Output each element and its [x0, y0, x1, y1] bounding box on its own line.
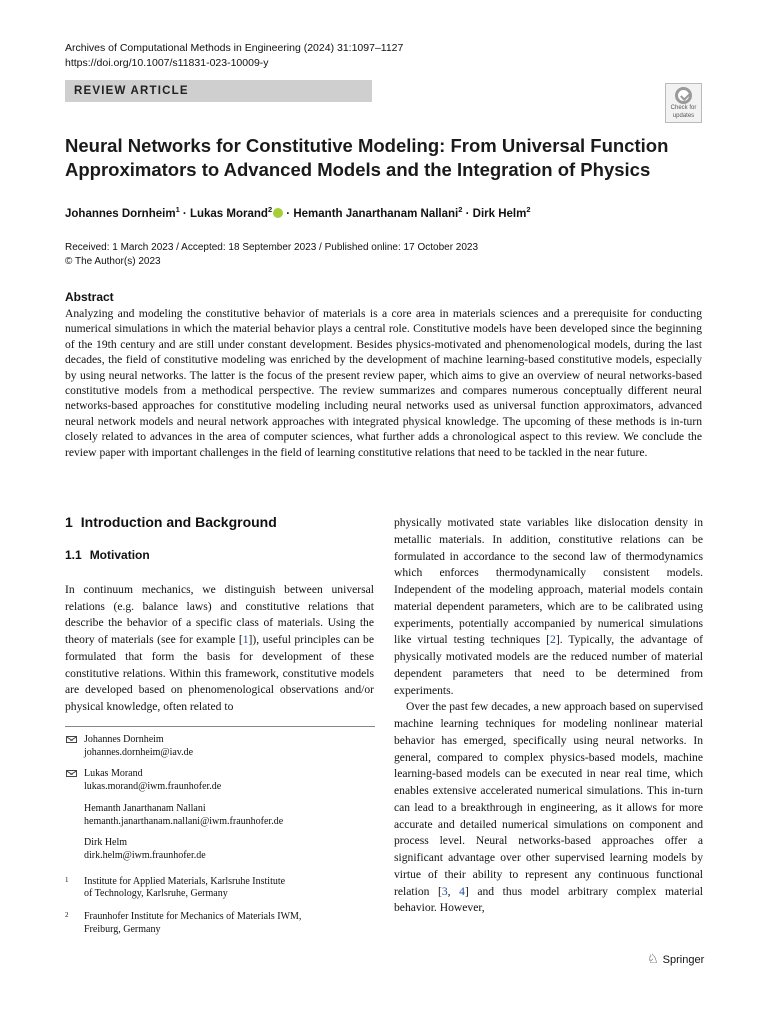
contact-email[interactable]: johannes.dornheim@iav.de [84, 746, 194, 758]
contact-name: Johannes Dornheim [84, 734, 164, 745]
author-affiliation-mark: 2 [526, 205, 531, 214]
affiliation-number: 2 [65, 911, 69, 920]
contact-entry [65, 803, 375, 828]
subsection-title: Motivation [89, 548, 150, 562]
author-name[interactable]: Dirk Helm [472, 207, 527, 220]
author-affiliation-mark: 1 [175, 205, 180, 214]
author-affiliation-mark: 2 [458, 205, 463, 214]
affiliation-entry [65, 876, 375, 901]
section-title: Introduction and Background [80, 514, 277, 530]
contact-name: Hemanth Janarthanam Nallani [84, 802, 206, 814]
check-updates-icon [675, 87, 692, 104]
contact-name: Lukas Morand [84, 768, 143, 780]
citation-link[interactable]: 1 [242, 633, 249, 647]
doi-link[interactable]: https://doi.org/10.1007/s11831-023-10009-y [65, 57, 269, 69]
author-affiliation-mark: 2 [267, 205, 273, 214]
check-updates-line1: Check for [670, 105, 697, 111]
citation-link[interactable]: 3 [441, 884, 448, 898]
contact-name: Dirk Helm [84, 837, 128, 849]
abstract-text: Analyzing and modeling the constitutive behavior of materials is a core area in materials sciences and a prerequisite for conducting numerical simulations in which the material behavior plays a central role. Constitutive models have been developed since the beginning of the 19th century and are still under constant development. Besides physics-motivated and phenomenological models, during the last decades, the field of constitutive modeling was enriched by the development of machine learning-based constitutive models, especially by using neural networks. The latter is the focus of the present review paper, which aims to give an overview of neural networks-based constitutive models from a methodical perspective. The review summarizes and compares numerous conceptually different neural networks-based approaches for constitutive modeling including neural networks used as universal function approximators, advanced neural network models and neural network approaches with integrated physical knowledge. The upcoming of these methods is in-turn closely related to advances in the area of computer sciences, what further adds a chronological aspect to this review. We conclude the review paper with important challenges in the field of learning constitutive relations that need to be tackled in the near future. [65, 307, 702, 459]
orcid-icon[interactable] [273, 208, 283, 218]
dates-line: Received: 1 March 2023 / Accepted: 18 September 2023 / Published online: 17 October 2023 [65, 242, 479, 253]
contact-email[interactable]: dirk.helm@iwm.fraunhofer.de [84, 849, 206, 861]
author-list [65, 202, 531, 222]
subsection-heading [65, 548, 150, 562]
affiliation-line: Fraunhofer Institute for Mechanics of Materials IWM, [84, 911, 302, 923]
body-paragraph [394, 699, 703, 917]
contact-entry [65, 734, 375, 759]
text-run: ]. Typically, the advantage of physically motivated models are the reduced number of material dependent parameters that need to be determined from experiments. [394, 633, 703, 697]
check-for-updates-badge[interactable] [665, 83, 702, 123]
footnote-divider [65, 726, 375, 727]
author-name[interactable]: Johannes Dornheim [65, 207, 176, 220]
paper-title: Neural Networks for Constitutive Modeling: From Universal Function Approximators to Advanced Models and the Integration of Physics [65, 135, 669, 180]
author-separator: · [283, 207, 294, 220]
section-number: 1 [65, 514, 73, 530]
text-run: , [447, 884, 460, 898]
check-updates-line2: updates [672, 112, 695, 119]
abstract-heading: Abstract [65, 290, 114, 304]
envelope-icon [66, 736, 77, 743]
contact-entry [65, 837, 375, 862]
affiliation-line: Institute for Applied Materials, Karlsruhe Institute [84, 875, 286, 887]
publication-dates [65, 241, 478, 269]
subsection-number: 1.1 [65, 548, 82, 562]
text-run: Over the past few decades, a new approach based on supervised machine learning techniques for modeling nonlinear material behavior has emerged, specifically using neural networks. In general, compared to complex physics-based models, machine learning-based models can be executed in near real time, which enables extensive accelerated numerical simulations. This in-turn can lead to a breakthrough in engineering, as it allows for more accurate and detailed numerical simulations on component and process level. Neural networks-based approaches offer a significant advantage over other supervised learning models by virtue of their ability to represent any continuous functional relation [ [394, 700, 703, 898]
affiliation-number: 1 [65, 875, 69, 884]
contact-entry [65, 768, 375, 793]
affiliation-line: of Technology, Karlsruhe, Germany [84, 888, 228, 900]
citation-link[interactable]: 4 [459, 884, 465, 898]
body-paragraph [65, 582, 374, 716]
text-run: physically motivated state variables like dislocation density in metallic materials. In addition, constitutive relations can be formulated in accordance to the second law of thermodynamics which enforces thermodynamically consistent models. Independent of the modeling approach, material models contain material dependent parameters, which are to be calibrated using experiments, potentially accompanied by numerical simulations like virtual testing techniques [ [394, 516, 703, 647]
envelope-icon [66, 770, 77, 777]
right-column-text [394, 515, 703, 917]
author-name[interactable]: Hemanth Janarthanam Nallani [293, 207, 459, 220]
text-run: ] and thus model arbitrary complex material behavior. However, [394, 884, 704, 915]
springer-horse-icon: ♘ [647, 951, 659, 966]
copyright-line: © The Author(s) 2023 [65, 256, 161, 267]
affiliation-line: Freiburg, Germany [84, 923, 161, 935]
affiliation-entry [65, 911, 375, 936]
journal-header [65, 41, 403, 71]
author-name[interactable]: Lukas Morand [189, 207, 268, 220]
citation-link[interactable]: 2 [550, 633, 556, 647]
publisher-name: Springer [662, 954, 705, 966]
affiliations [65, 876, 375, 937]
text-run: In continuum mechanics, we distinguish between universal relations (e.g. balance laws) and constitutive relations that describe the behavior of a specific class of materials. Using the theory of materials (see for example [ [65, 583, 374, 647]
author-separator: · [462, 207, 473, 220]
text-run: ]), useful principles can be formulated that form the basis for development of these constitutive relations. Within this framework, constitutive models are developed based on phenomenological observations and/or physical knowledge, often related to [65, 633, 374, 713]
journal-citation: Archives of Computational Methods in Engineering (2024) 31:1097–1127 [65, 42, 404, 54]
article-type-banner: REVIEW ARTICLE [65, 80, 372, 102]
publisher-logo [647, 951, 704, 968]
contact-email[interactable]: hemanth.janarthanam.nallani@iwm.fraunhofer.de [84, 815, 284, 827]
author-separator: · [179, 207, 190, 220]
section-heading [65, 514, 277, 530]
body-paragraph [394, 515, 703, 699]
author-contacts [65, 734, 375, 946]
contact-email[interactable]: lukas.morand@iwm.fraunhofer.de [84, 781, 222, 793]
